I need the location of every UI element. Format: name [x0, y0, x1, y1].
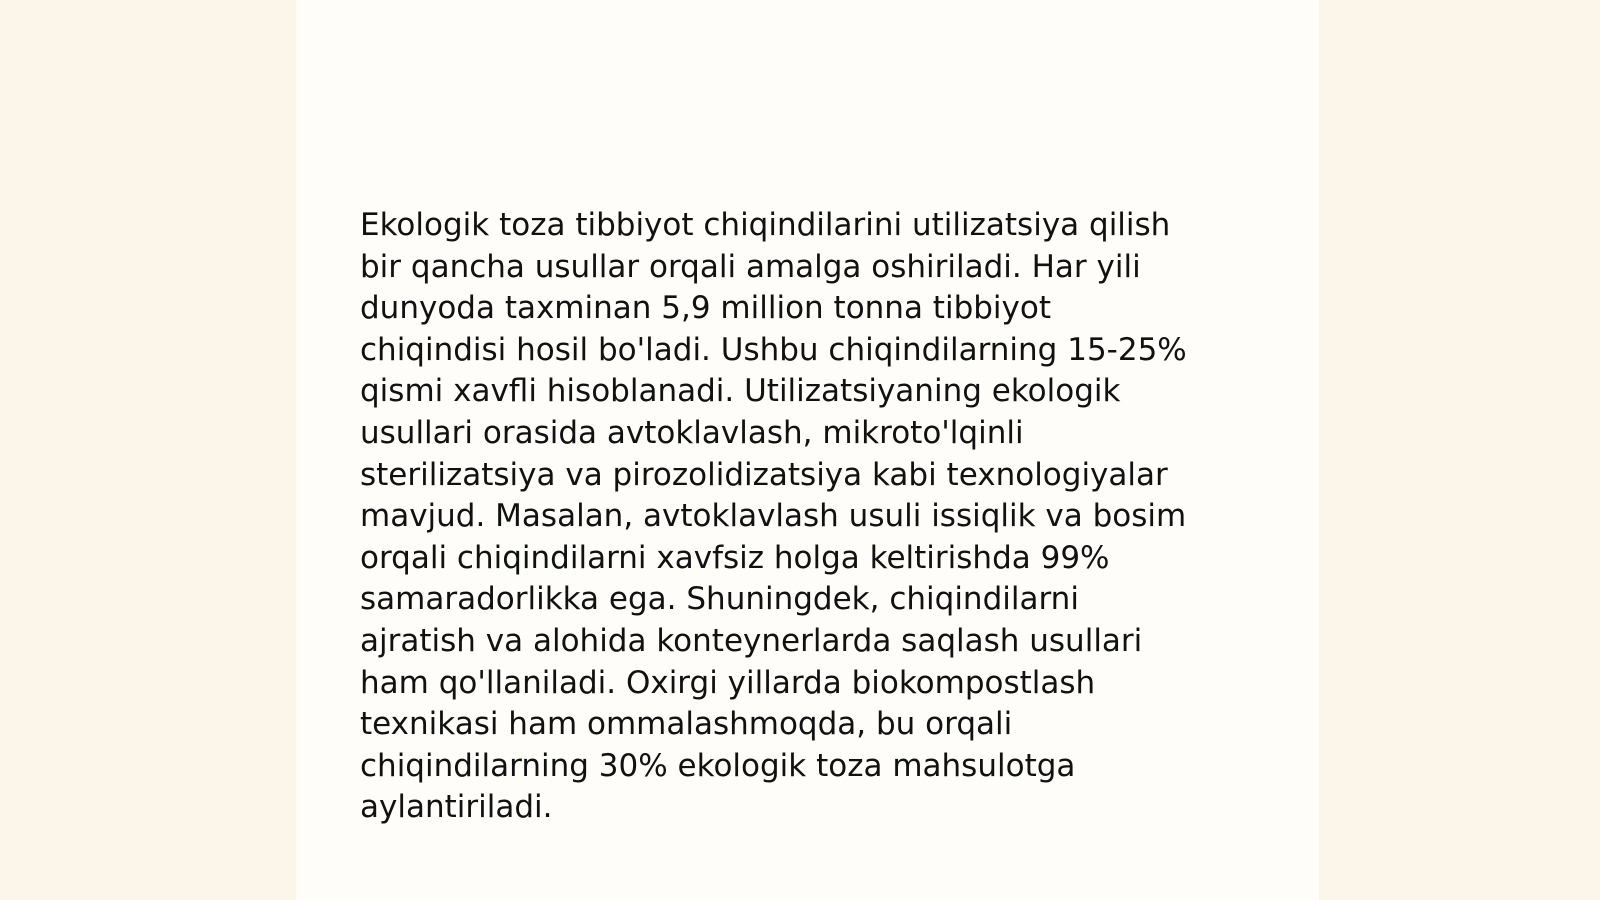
paragraph-line: samaradorlikka ega. Shuningdek, chiqindilarni [360, 581, 1079, 618]
paragraph-line: mavjud. Masalan, avtoklavlash usuli issiqlik va bosim [360, 498, 1187, 535]
paragraph-line: aylantiriladi. [360, 789, 553, 826]
paragraph-line: qismi xavfli hisoblanadi. Utilizatsiyaning ekologik [360, 373, 1121, 410]
paragraph-line: texnikasi ham ommalashmoqda, bu orqali [360, 706, 1013, 743]
slide-canvas [296, 0, 1319, 900]
paragraph-line: chiqindisi hosil bo'ladi. Ushbu chiqindilarning 15-25% [360, 331, 1187, 368]
paragraph-line: ajratish va alohida konteynerlarda saqlash usullari [360, 622, 1143, 659]
paragraph-line: Ekologik toza tibbiyot chiqindilarini utilizatsiya qilish [360, 207, 1171, 243]
paragraph-line: chiqindilarning 30% ekologik toza mahsulotga [360, 747, 1076, 784]
paragraph-line: usullari orasida avtoklavlash, mikroto'lqinli [360, 414, 1024, 451]
body-paragraph [360, 205, 1240, 829]
paragraph-line: bir qancha usullar orqali amalga oshiriladi. Har yili [360, 248, 1141, 285]
paragraph-line: sterilizatsiya va pirozolidizatsiya kabi texnologiyalar [360, 456, 1168, 493]
paragraph-line: orqali chiqindilarni xavfsiz holga keltirishda 99% [360, 539, 1110, 576]
paragraph-line: ham qo'llaniladi. Oxirgi yillarda biokompostlash [360, 664, 1096, 701]
paragraph-line: dunyoda taxminan 5,9 million tonna tibbiyot [360, 290, 1052, 327]
